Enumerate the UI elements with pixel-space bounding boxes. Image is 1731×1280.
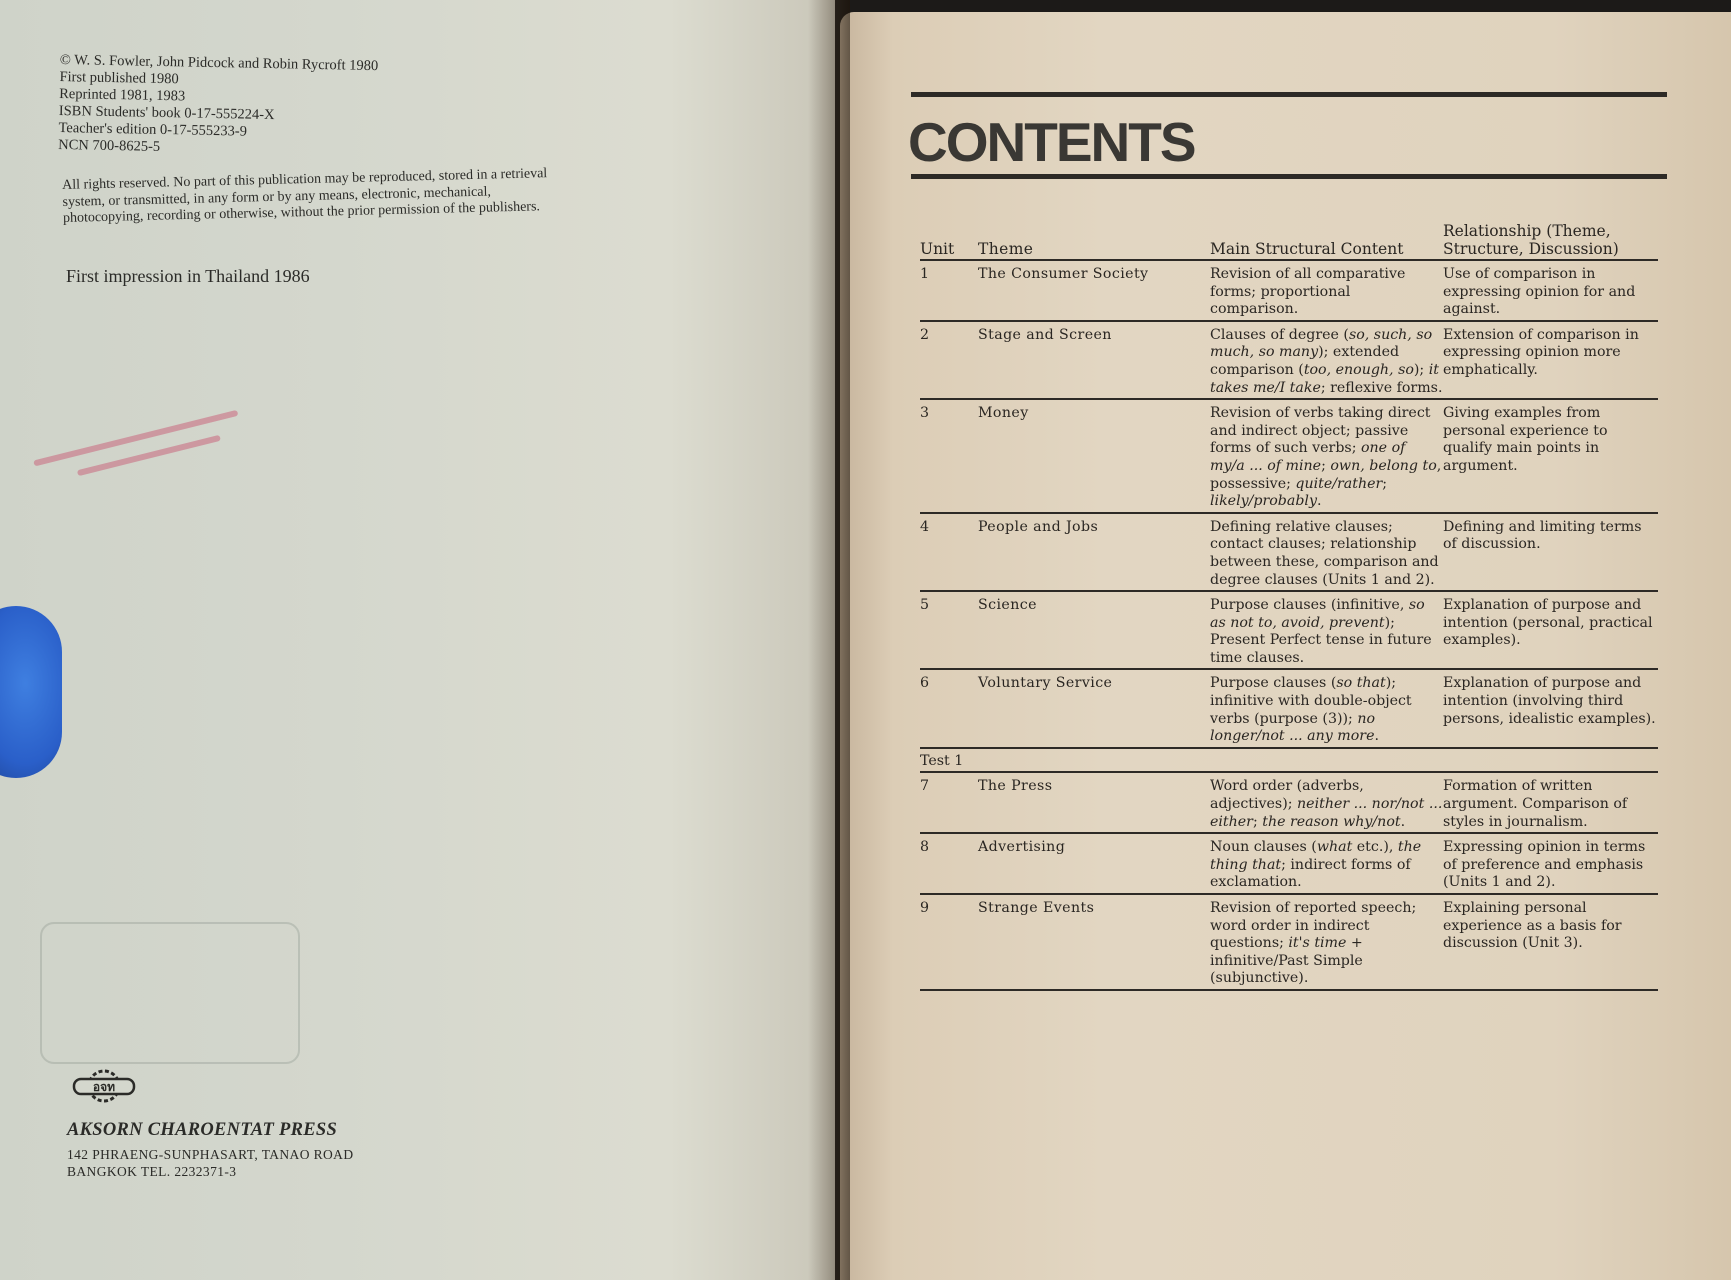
table-row xyxy=(920,514,1658,592)
address-line: BANGKOK TEL. 2232371-3 xyxy=(67,1164,237,1179)
right-page xyxy=(840,12,1731,1280)
unit-theme: Money xyxy=(978,405,1029,422)
unit-theme: Stage and Screen xyxy=(978,326,1112,343)
address-line: 142 PHRAENG-SUNPHASART, TANAO ROAD xyxy=(67,1147,354,1162)
unit-theme: The Press xyxy=(978,778,1053,795)
copyright-line: Reprinted 1981, 1983 xyxy=(59,85,186,105)
table-row xyxy=(920,670,1658,748)
unit-number: 7 xyxy=(920,778,930,795)
header-content: Main Structural Content xyxy=(1210,240,1404,258)
header-relationship: Relationship (Theme, Structure, Discussion) xyxy=(1443,222,1619,258)
contents-table xyxy=(920,222,1658,991)
unit-number: 2 xyxy=(920,326,930,343)
header-unit: Unit xyxy=(920,240,955,258)
page-title: CONTENTS xyxy=(908,111,1195,173)
unit-structural-content: Revision of reported speech; word order in indirect questions; it's time + infinitive/Past Simple (subjunctive). xyxy=(1210,900,1417,987)
unit-number: 1 xyxy=(920,266,930,282)
unit-number: 9 xyxy=(920,900,930,916)
unit-theme: Strange Events xyxy=(978,900,1095,916)
unit-number: 3 xyxy=(920,405,930,422)
unit-theme: Science xyxy=(978,597,1037,614)
unit-structural-content: Purpose clauses (infinitive, so as not to, avoid, prevent); Present Perfect tense in future time clauses. xyxy=(1210,597,1432,666)
unit-structural-content: Noun clauses (what etc.), the thing that; indirect forms of exclamation. xyxy=(1210,839,1422,891)
table-body xyxy=(920,261,1658,991)
table-row xyxy=(920,895,1658,991)
unit-structural-content: Purpose clauses (so that); infinitive with double-object verbs (purpose (3)); no longer/not ... any more. xyxy=(1210,675,1412,745)
unit-structural-content: Clauses of degree (so, such, so much, so many); extended comparison (too, enough, so); it takes me/I take; reflexive forms. xyxy=(1210,326,1443,396)
table-row-test xyxy=(920,749,1658,774)
unit-number: 4 xyxy=(920,518,930,535)
unit-number: 6 xyxy=(920,675,930,692)
library-stamp xyxy=(30,396,260,554)
unit-relationship: Extension of comparison in expressing opinion more emphatically. xyxy=(1443,326,1639,378)
table-header xyxy=(920,222,1658,261)
copyright-line: First published 1980 xyxy=(59,68,179,88)
unit-relationship: Explanation of purpose and intention (personal, practical examples). xyxy=(1443,597,1653,649)
unit-structural-content: Revision of all comparative forms; proportional comparison. xyxy=(1210,266,1406,318)
left-page xyxy=(0,0,835,1280)
table-row xyxy=(920,261,1658,322)
unit-relationship: Defining and limiting terms of discussion. xyxy=(1443,518,1642,553)
publisher-logo xyxy=(70,1068,138,1104)
title-rule-bottom xyxy=(911,174,1667,179)
unit-theme: Advertising xyxy=(978,839,1066,856)
title-rule-top xyxy=(911,92,1667,97)
unit-number: 5 xyxy=(920,597,930,614)
thumb-holding-page xyxy=(0,606,62,778)
rights-notice: All rights reserved. No part of this publication may be reproduced, stored in a retrieval system, or transmitted, in any form or by any means, electronic, mechanical, photocopying, recording or otherwise, without the prior permission of the publishers. xyxy=(62,166,548,226)
copyright-line: © W. S. Fowler, John Pidcock and Robin Rycroft 1980 xyxy=(59,52,379,75)
unit-relationship: Explanation of purpose and intention (involving third persons, idealistic examples). xyxy=(1443,675,1656,727)
unit-relationship: Expressing opinion in terms of preference and emphasis (Units 1 and 2). xyxy=(1443,839,1646,891)
publisher-logo-text: อจท xyxy=(92,1080,116,1094)
book-gutter xyxy=(808,0,850,1280)
header-theme: Theme xyxy=(978,240,1034,258)
unit-structural-content: Defining relative clauses; contact clauses; relationship between these, comparison and degree clauses (Units 1 and 2). xyxy=(1210,518,1439,588)
table-row xyxy=(920,834,1658,895)
unit-theme: Voluntary Service xyxy=(978,675,1113,692)
unit-relationship: Giving examples from personal experience to qualify main points in argument. xyxy=(1443,405,1608,474)
faded-box-outline xyxy=(40,922,300,1064)
unit-relationship: Explaining personal experience as a basis for discussion (Unit 3). xyxy=(1443,900,1622,952)
copyright-line: ISBN Students' book 0-17-555224-X xyxy=(58,102,275,124)
test-label: Test 1 xyxy=(920,752,964,769)
unit-theme: The Consumer Society xyxy=(978,266,1149,282)
unit-relationship: Use of comparison in expressing opinion for and against. xyxy=(1443,266,1636,318)
unit-theme: People and Jobs xyxy=(978,518,1099,535)
impression-note: First impression in Thailand 1986 xyxy=(66,266,310,286)
copyright-line: Teacher's edition 0-17-555233-9 xyxy=(58,119,248,140)
unit-structural-content: Word order (adverbs, adjectives); neither ... nor/not ... either; the reason why/not. xyxy=(1210,778,1443,830)
table-row xyxy=(920,400,1658,514)
unit-number: 8 xyxy=(920,839,930,856)
copyright-line: NCN 700-8625-5 xyxy=(58,136,161,155)
unit-relationship: Formation of written argument. Comparison of styles in journalism. xyxy=(1443,778,1628,830)
publisher-address xyxy=(67,1146,353,1180)
copyright-block xyxy=(58,52,580,164)
table-row xyxy=(920,322,1658,400)
table-row xyxy=(920,592,1658,670)
unit-structural-content: Revision of verbs taking direct and indirect object; passive forms of such verbs; one of my/a ... of mine; own, belong to, possessive; quite/rather; likely/probably. xyxy=(1210,405,1442,510)
publisher-name: AKSORN CHAROENTAT PRESS xyxy=(67,1120,338,1140)
table-row xyxy=(920,773,1658,834)
